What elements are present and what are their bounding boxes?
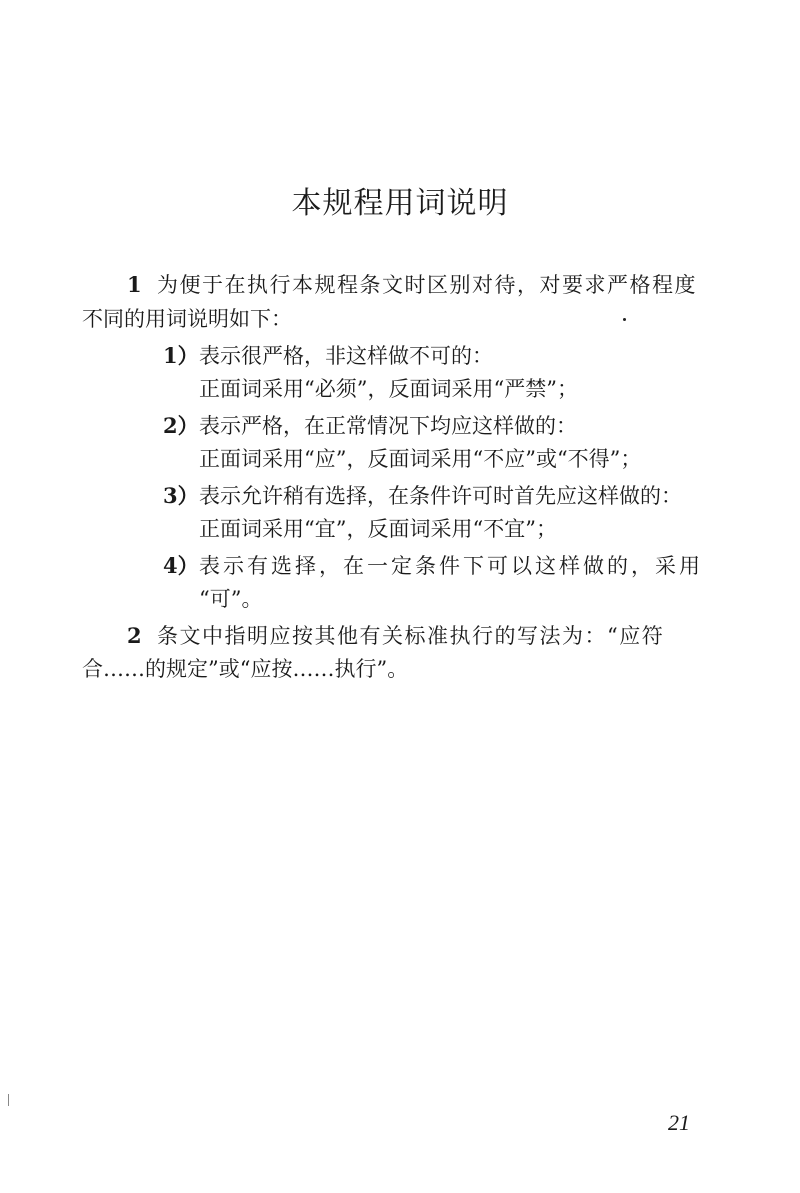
page-number: 21 — [668, 1110, 690, 1135]
item-4-text-2: “可”。 — [199, 587, 263, 611]
scan-speck — [623, 318, 626, 321]
scan-edge-mark — [8, 1094, 9, 1106]
clause-1-line-2 — [82, 309, 292, 330]
clause-1-text-1: 为便于在执行本规程条文时区别对待，对要求严格程度 — [157, 273, 697, 297]
clause-2-line-1 — [127, 625, 664, 647]
item-2-text-2: 正面词采用“应”，反面词采用“不应”或“不得”； — [199, 447, 642, 471]
clause-2-text-2: 合……的规定”或“应按……执行”。 — [82, 657, 409, 681]
item-2-text-1: 表示严格，在正常情况下均应这样做的： — [199, 414, 577, 438]
item-4-line-1 — [163, 555, 703, 577]
item-2-line-2 — [199, 449, 641, 470]
item-1-text-2: 正面词采用“必须”，反面词采用“严禁”； — [199, 377, 578, 401]
item-3-number: 3） — [163, 483, 199, 508]
item-3-text-1: 表示允许稍有选择，在条件许可时首先应这样做的： — [199, 484, 682, 508]
item-1-line-2 — [199, 379, 578, 400]
clause-2-line-2 — [82, 659, 408, 680]
item-3-line-2 — [199, 519, 557, 540]
page-title: 本规程用词说明 — [291, 186, 509, 221]
item-4-text-1: 表示有选择，在一定条件下可以这样做的，采用 — [199, 554, 703, 578]
item-3-text-2: 正面词采用“宜”，反面词采用“不宜”； — [199, 517, 557, 541]
item-2-line-1 — [163, 415, 577, 437]
item-4-line-2 — [199, 589, 262, 610]
clause-1-line-1 — [127, 274, 697, 296]
clause-1-text-2: 不同的用词说明如下： — [82, 307, 292, 331]
clause-2-text-1: 条文中指明应按其他有关标准执行的写法为：“应符 — [157, 624, 665, 648]
item-3-line-1 — [163, 485, 682, 507]
clause-2-number: 2 — [127, 623, 142, 648]
clause-1-number: 1 — [127, 272, 142, 297]
item-4-number: 4） — [163, 553, 199, 578]
item-1-line-1 — [163, 345, 493, 367]
item-1-number: 1） — [163, 343, 199, 368]
item-2-number: 2） — [163, 413, 199, 438]
item-1-text-1: 表示很严格，非这样做不可的： — [199, 344, 493, 368]
